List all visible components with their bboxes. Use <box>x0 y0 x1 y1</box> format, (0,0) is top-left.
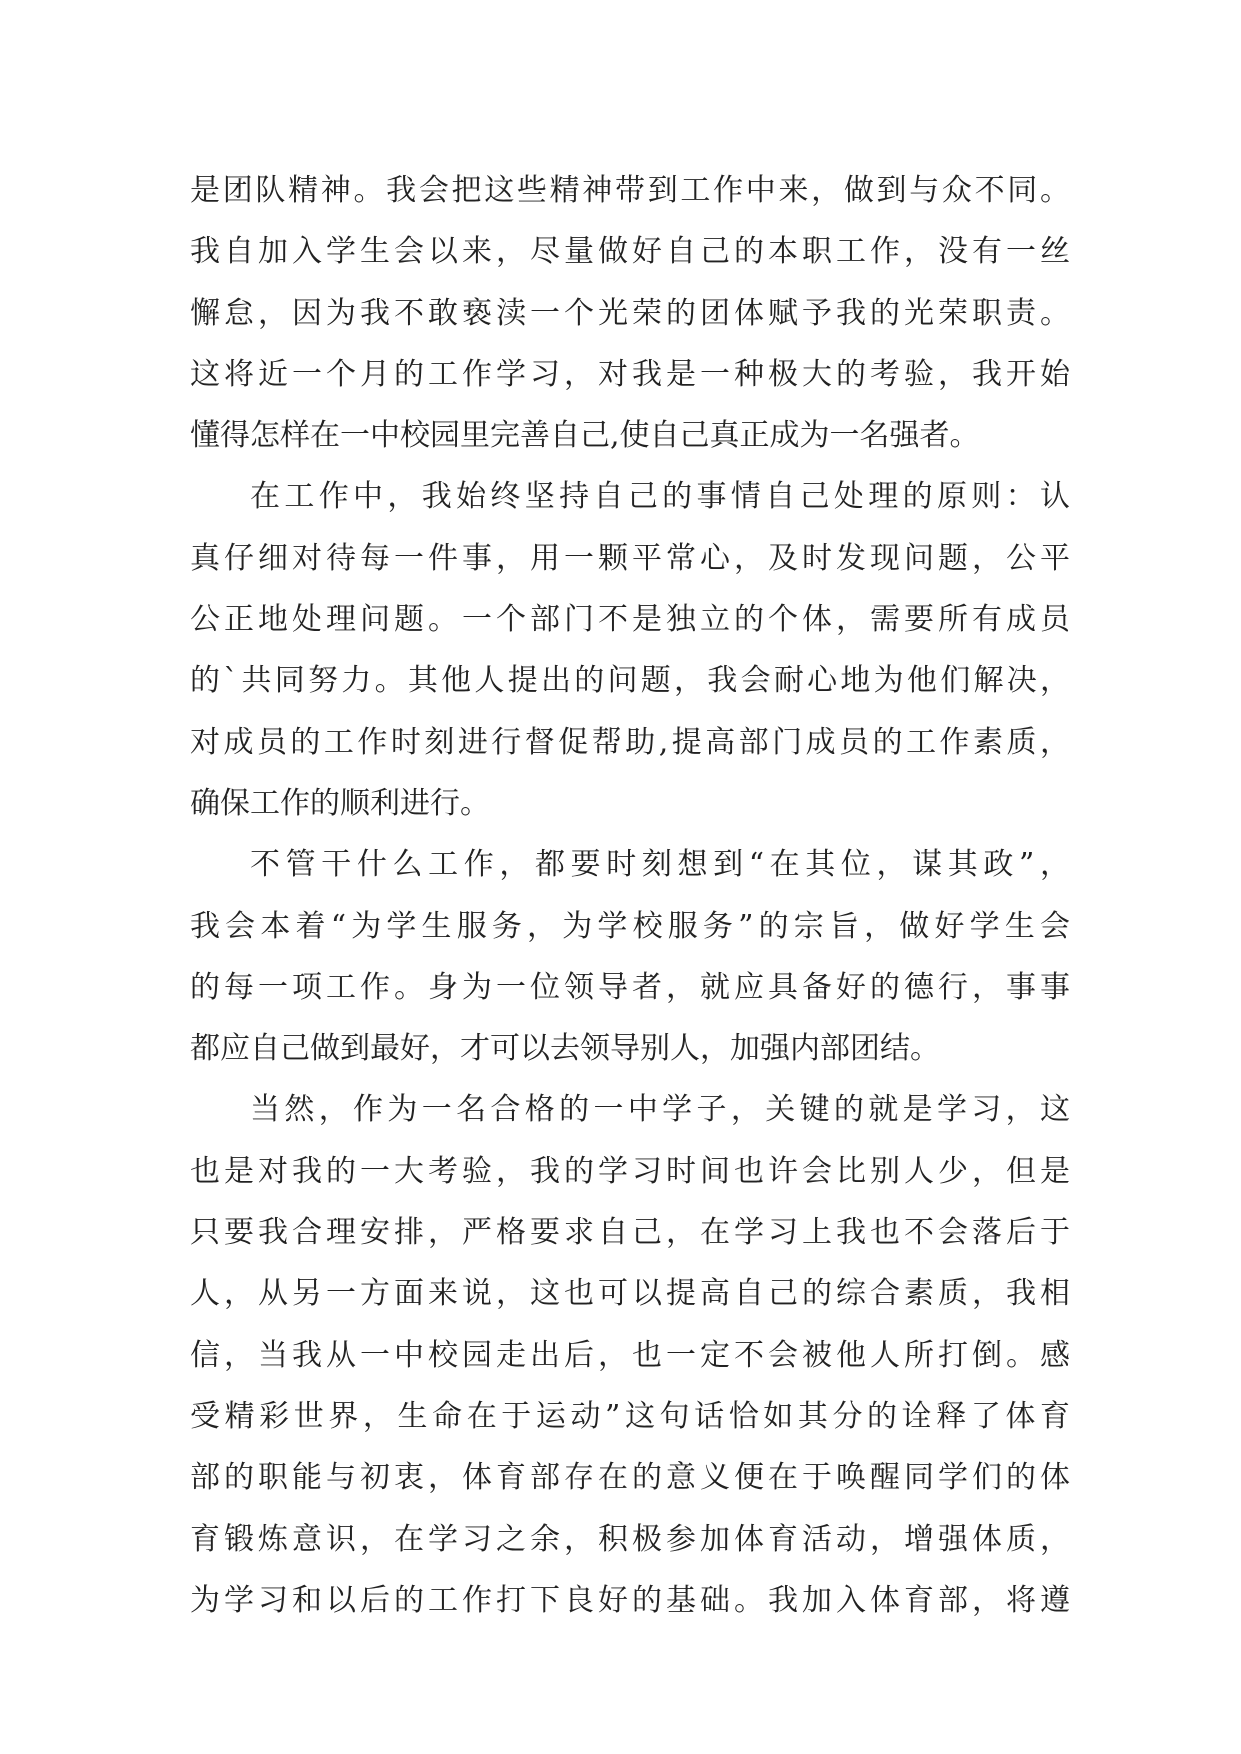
text-line: 育锻炼意识，在学习之余，积极参加体育活动，增强体质， <box>190 1521 1070 1557</box>
text-line: 我会本着“为学生服务，为学校服务”的宗旨，做好学生会 <box>190 908 1070 944</box>
text-line: 受精彩世界，生命在于运动”这句话恰如其分的诠释了体育 <box>190 1398 1070 1434</box>
text-line: 懈怠，因为我不敢亵渎一个光荣的团体赋予我的光荣职责。 <box>190 295 1070 331</box>
text-line: 是团队精神。我会把这些精神带到工作中来，做到与众不同。 <box>190 173 1070 208</box>
text-line: 也是对我的一大考验，我的学习时间也许会比别人少，但是 <box>190 1153 1070 1189</box>
text-line: 都应自己做到最好，才可以去领导别人，加强内部团结。 <box>190 1031 940 1067</box>
text-line: 的`共同努力。其他人提出的问题，我会耐心地为他们解决， <box>190 663 1070 699</box>
paragraph-first-line: 在工作中，我始终坚持自己的事情自己处理的原则：认 <box>250 479 1070 515</box>
text-line: 我自加入学生会以来，尽量做好自己的本职工作，没有一丝 <box>190 234 1070 270</box>
text-line: 对成员的工作时刻进行督促帮助,提高部门成员的工作素质， <box>190 724 1070 760</box>
text-line: 为学习和以后的工作打下良好的基础。我加入体育部，将遵 <box>190 1582 1070 1618</box>
text-line: 的每一项工作。身为一位领导者，就应具备好的德行，事事 <box>190 969 1070 1005</box>
text-line: 这将近一个月的工作学习，对我是一种极大的考验，我开始 <box>190 356 1070 392</box>
paragraph-first-line: 当然，作为一名合格的一中学子，关键的就是学习，这 <box>250 1092 1070 1128</box>
paragraph-first-line: 不管干什么工作，都要时刻想到“在其位，谋其政”， <box>250 847 1070 883</box>
text-line: 部的职能与初衷，体育部存在的意义便在于唤醒同学们的体 <box>190 1460 1070 1496</box>
text-line: 懂得怎样在一中校园里完善自己,使自己真正成为一名强者。 <box>190 418 980 454</box>
text-line: 确保工作的顺利进行。 <box>190 785 490 821</box>
text-line: 只要我合理安排，严格要求自己，在学习上我也不会落后于 <box>190 1215 1070 1251</box>
body-text <box>190 160 1070 1631</box>
text-line: 信，当我从一中校园走出后，也一定不会被他人所打倒。感 <box>190 1337 1070 1373</box>
text-line: 人，从另一方面来说，这也可以提高自己的综合素质，我相 <box>190 1276 1070 1312</box>
text-line: 公正地处理问题。一个部门不是独立的个体，需要所有成员 <box>190 602 1070 638</box>
text-line: 真仔细对待每一件事，用一颗平常心，及时发现问题，公平 <box>190 540 1070 576</box>
